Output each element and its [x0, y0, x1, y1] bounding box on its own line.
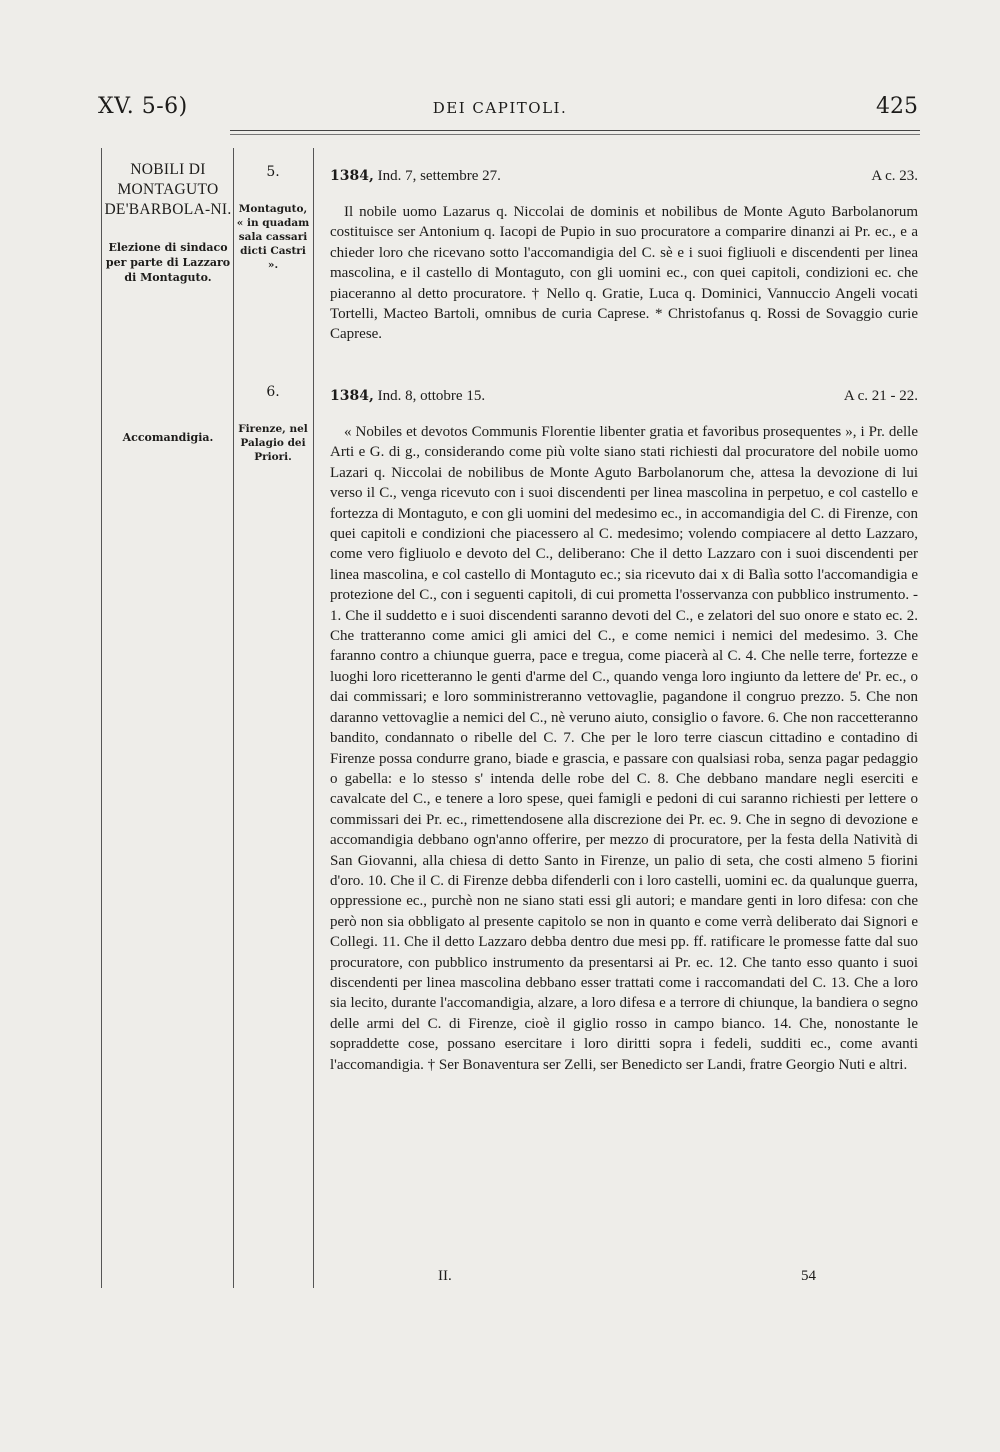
volume-mark: II. [438, 1268, 452, 1284]
running-head-left: XV. 5-6) [98, 94, 188, 119]
entry-6-margin [104, 430, 232, 445]
entry-6-text: « Nobiles et devotos Communis Florentie libenter gratia et favoribus prosequentes », i Pr. delle Arti e G. di g., considerando come più volte siano stati richiesti dal procuratore del nobile uomo Lazari q. Niccolai de nobilibus de Monte Aguto Barbolanorum che, attesa la devozione di lui verso il C., venga ricevuto con i suoi discendenti per linea mascolina in perpetuo, e col castello e fortezza di Montaguto, e con gli uomini del medesimo ec., in accomandigia del C. di Firenze, con quei capitoli e condizioni che piacessero al C. medesimo; volendo compiacere al detto Lazzaro, come vero figliuolo e devoto del C., deliberano: Che il detto Lazzaro con i suoi discendenti per linea mascolina, e col castello di Montaguto ec.; sia ricevuto dai x di Balìa sotto l'accomandigia e protezione del C., con i seguenti capitoli, di cui prometta l'osservanza con pubblico instrumento. - 1. Che il suddetto e i suoi discendenti saranno devoti del C., e zelatori del suo onore e stato ec. 2. Che tratteranno come amici gli amici del C., e come nemici i nemici del medesimo. 3. Che faranno contro a chiunque guerra, pace e tregua, come piacerà al C. 4. Che nelle terre, fortezze e luoghi loro ricetteranno le genti d'arme del C., quando venga loro ingiunto da lettere de' Pr. ec., o dai commissari; e loro somministreranno vettovaglie, pagandone il congruo prezzo. 5. Che non daranno vettovaglie a nemici del C., nè veruno aiuto, consiglio o favore. 6. Che non raccetteranno bandito, condannato o ribelle del C. 7. Che per le loro terre ciascun cittadino e contadino di Firenze possa condurre grano, biade e grascia, e passare con qualsiasi roba, senza pagar pedaggio o gabella: e lo stesso s' intenda delle robe del C. 8. Che debbano mandare negli eserciti e cavalcate del C., e tenere a loro spese, quei famigli e pedoni di cui saranno richiesti per lettere o commissari dei Pr. ec., rimettendosene alla discrezione dei Pr. ec. 9. Che in segno di devozione e accomandigia debbano ogn'anno offerire, per mezzo di procuratore, per la festa della Natività di San Giovanni, alla chiesa di detto Santo in Firenze, un palio di seta, che costi almeno 5 fiorini d'oro. 10. Che il C. di Firenze debba difenderli con i loro castelli, uomini ec. da qualunque guerra, oppressione ec., purchè non ne siano stati essi gli autori; e mandare genti in loro difesa: con che però non sia obbligato al presente capitolo se non in quanto e come verrà deliberato dai Signori e Collegi. 11. Che il detto Lazzaro debba dentro due mesi pp. ff. ratificare le promesse fatte dal suo procuratore, con pubblico instrumento da presentarsi ai Pr. ec. 12. Che tanto esso quanto i suoi discendenti per linea mascolina debbano esser trattati come i raccomandati del C. 13. Che a loro sia lecito, durante l'accomandigia, alzare, a loro difesa e a terrore di chiunque, la bandiera o segno delle armi del C. di Firenze, cioè il giglio rosso in campo bianco. 14. Che, nonostante le sopraddette cose, possano esercitare i loro diritti sopra i fedeli, sudditi ec., come avanti l'accomandigia. † Ser Bonaventura ser Zelli, ser Benedicto ser Landi, fratre Georgio Nuti e altri. [330, 424, 918, 1073]
entry-6-number-column [234, 384, 312, 464]
signature-mark: 54 [801, 1268, 816, 1284]
entry-6-place: Firenze, nel Palagio dei Priori. [238, 423, 308, 463]
entry-5-number-column [234, 164, 312, 272]
entry-5-number: 5. [266, 164, 280, 180]
entry-6-year: 1384, [330, 388, 374, 404]
column-rule-right [313, 148, 314, 1288]
entry-6-body [330, 386, 918, 1075]
entry-6-date-line [330, 386, 485, 406]
column-rule-middle [233, 148, 234, 1288]
entry-5-reference: A c. 23. [871, 168, 918, 184]
entry-5-date: Ind. 7, settembre 27. [377, 168, 501, 184]
entry-5-family-heading: NOBILI DI MONTAGUTO DE'BARBOLA-NI. [104, 161, 232, 218]
entry-6-margin-heading: Accomandigia. [122, 431, 214, 444]
entry-6-date: Ind. 8, ottobre 15. [377, 388, 486, 404]
entry-5-margin-note: Elezione di sindaco per parte di Lazzaro di Montaguto. [105, 241, 231, 284]
header-rule [230, 130, 920, 131]
entry-5-date-line [330, 166, 501, 186]
entry-5-text: Il nobile uomo Lazarus q. Niccolai de dominis et nobilibus de Monte Aguto Barbolanorum costituisce ser Antonium q. Iacopi de Pupio in suo procuratore a comparire dinanzi ai Pr. ec., e a chieder loro che ricevano sotto l'accomandigia del C. sè e i suoi figliuoli e discendenti per linea mascolina, e il castello di Montaguto, con gli uomini ec., con quei capitoli, condizioni ec. che piaceranno al detto procuratore. † Nello q. Gratie, Luca q. Dominici, Vannuccio Angeli vocati Tortelli, Macteo Bartoli, omnibus de curia Caprese. * Christofanus q. Rossi de Sovaggio curie Caprese. [330, 204, 918, 343]
entry-6-head [330, 386, 918, 408]
column-rule-left [101, 148, 102, 1288]
entry-5-year: 1384, [330, 168, 374, 184]
entry-5-head [330, 166, 918, 188]
entry-6-reference: A c. 21 - 22. [843, 388, 918, 404]
entry-6-number: 6. [266, 384, 280, 400]
running-head-title: DEI CAPITOLI. [432, 99, 568, 117]
page-number: 425 [876, 94, 918, 119]
header-rule-double [230, 134, 920, 135]
entry-5-place: Montaguto, « in quadam sala cassari dicti Castri ». [236, 203, 310, 271]
entry-5-margin [104, 160, 232, 285]
entry-5-body [330, 166, 918, 345]
